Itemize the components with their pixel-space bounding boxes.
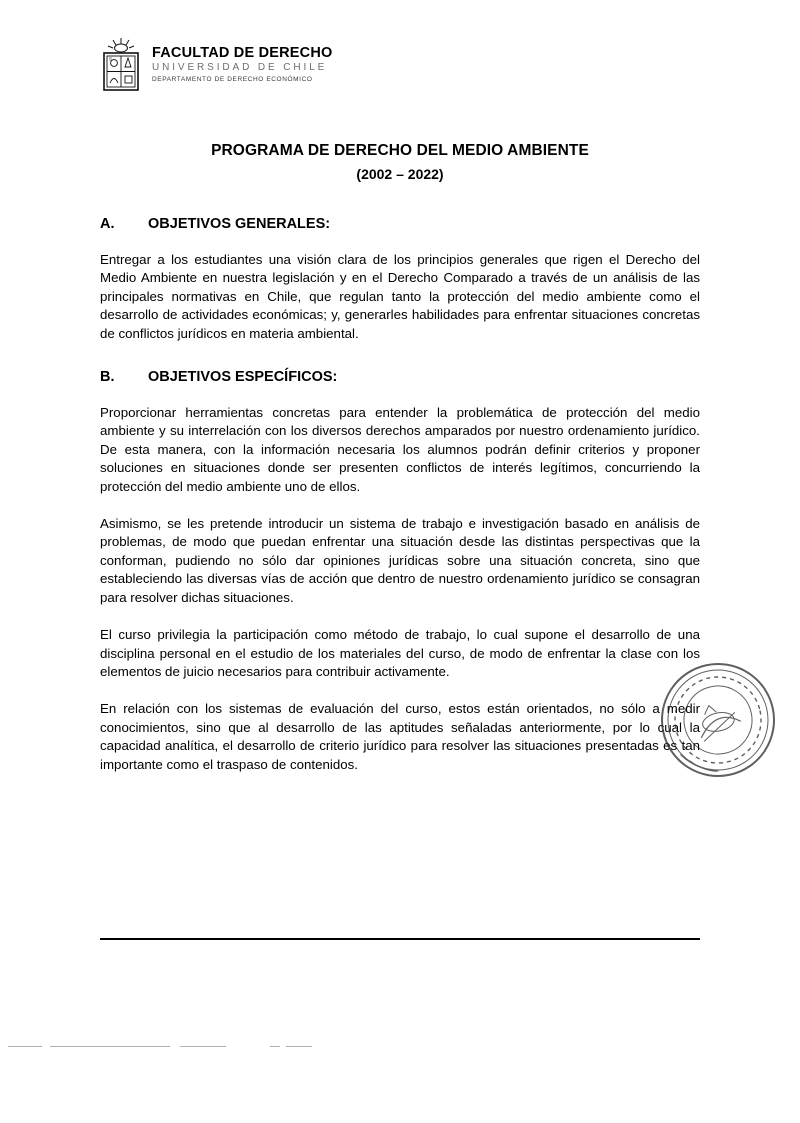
paragraph-b-2: Asimismo, se les pretende introducir un sistema de trabajo e investigación basado en análisis de problemas, de modo que puedan enfrentar una situación desde las distintas perspectivas que la conforman, pudiendo no sólo dar opiniones jurídicas sobre una situación concreta, sino que estableciendo las diversas vías de acción que dentro de nuestro ordenamiento jurídico se consagran para resolver dichas situaciones. bbox=[100, 516, 700, 605]
letterhead bbox=[100, 36, 332, 94]
section-title-a: OBJETIVOS GENERALES: bbox=[148, 216, 331, 232]
university-crest-icon bbox=[100, 36, 142, 94]
footer-divider bbox=[100, 938, 700, 940]
section-heading-a bbox=[100, 216, 700, 232]
paragraph-b-1: Proporcionar herramientas concretas para entender la problemática de protección del medio ambiente y su interrelación con los diversos derechos amparados por nuestro ordenamiento jurídico. De esta manera, con la información necesaria los alumnos podrán definir criterios y proponer soluciones en situaciones donde ser presenten conflictos de interés legítimos, concurriendo la protección del medio ambiente uno de ellos. bbox=[100, 405, 700, 494]
section-heading-b bbox=[100, 369, 700, 385]
section-letter-b: B. bbox=[100, 369, 115, 386]
document-body bbox=[100, 216, 700, 774]
scan-artifact bbox=[8, 1042, 328, 1050]
letterhead-university: UNIVERSIDAD DE CHILE bbox=[152, 62, 328, 74]
page-title: PROGRAMA DE DERECHO DEL MEDIO AMBIENTE bbox=[211, 142, 589, 159]
section-letter-a: A. bbox=[100, 216, 115, 232]
paragraph-b-4: En relación con los sistemas de evaluación del curso, estos están orientados, no sólo a medir conocimientos, sino que al desarrollo de las aptitudes señaladas anteriormente, por lo cual la capacidad analítica, el desarrollo de criterio jurídico para resolver las situaciones presentadas es tan importante como el traspaso de contenidos. bbox=[100, 701, 700, 772]
letterhead-faculty: FACULTAD DE DERECHO bbox=[152, 45, 333, 61]
letterhead-department: DEPARTAMENTO DE DERECHO ECONÓMICO bbox=[152, 76, 313, 84]
section-title-b: OBJETIVOS ESPECÍFICOS: bbox=[148, 369, 338, 386]
page-subtitle: (2002 – 2022) bbox=[356, 166, 444, 182]
paragraph-b-3: El curso privilegia la participación como método de trabajo, lo cual supone el desarrollo de una disciplina personal en el estudio de los materiales del curso, de modo de enfrentar la clase con los elementos de juicio necesarios para contribuir activamente. bbox=[100, 627, 700, 679]
paragraph-a-1: Entregar a los estudiantes una visión clara de los principios generales que rigen el Derecho del Medio Ambiente en nuestra legislación y en el Derecho Comparado a través de un análisis de las principales normativas en Chile, que regulan tanto la protección del medio ambiente como el desarrollo de actividades económicas; y, generarles habilidades para enfrentar situaciones concretas de conflictos jurídicos en materia ambiental. bbox=[100, 252, 700, 341]
